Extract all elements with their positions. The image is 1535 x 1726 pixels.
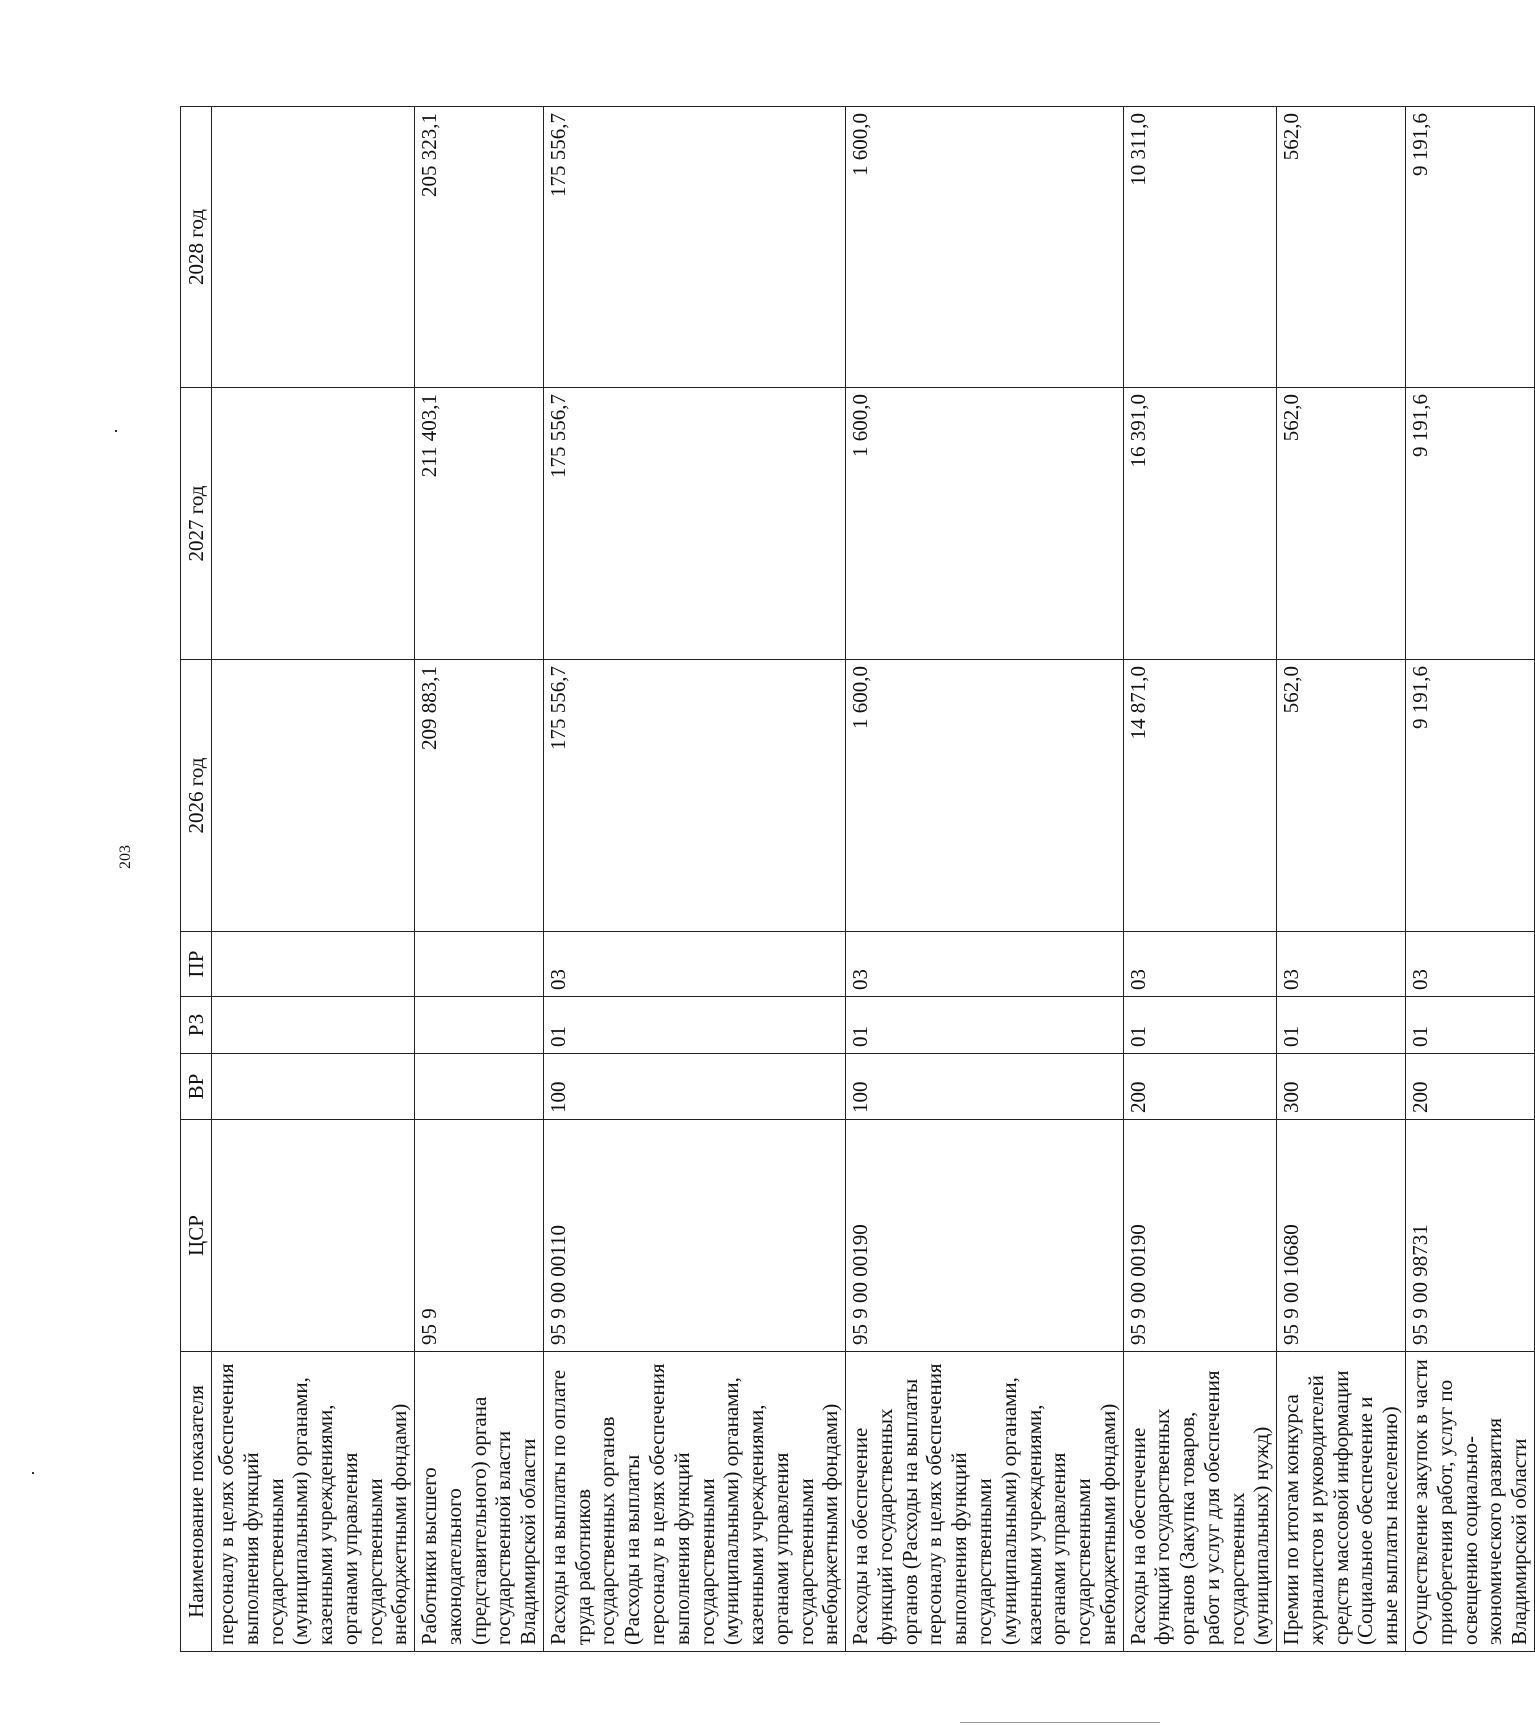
row-rz: 01: [846, 997, 1123, 1054]
header-pr: ПР: [181, 932, 212, 997]
row-2027: [212, 388, 415, 660]
row-csr: 95 9 00 00190: [846, 1120, 1123, 1352]
row-pr: 03: [846, 932, 1123, 997]
row-pr: [212, 932, 415, 997]
row-vr: 100: [846, 1054, 1123, 1120]
row-2027: 9 191,6: [1405, 388, 1534, 660]
row-pr: [415, 932, 544, 997]
row-csr: 95 9: [415, 1120, 544, 1352]
row-name: персоналу в целях обеспечения выполнения функций государственными (муниципальными) органами, казенными учреждениями, органами управления государственными внебюджетными фондами): [212, 1352, 415, 1652]
row-csr: 95 9 00 00110: [543, 1120, 845, 1352]
header-2027: 2027 год: [181, 388, 212, 660]
row-name: Расходы на обеспечение функций государственных органов (Закупка товаров, работ и услуг для обеспечения государственных (муниципальных) нужд): [1123, 1352, 1277, 1652]
row-vr: 200: [1405, 1054, 1534, 1120]
budget-table: [180, 106, 1535, 1652]
table-row: [1405, 107, 1534, 1652]
table-row: [1123, 107, 1277, 1652]
row-2026: [212, 660, 415, 932]
scan-speck: [32, 1472, 34, 1474]
budget-table-container: [180, 107, 1532, 1652]
row-pr: 03: [1405, 932, 1534, 997]
page-number: 203: [117, 845, 134, 869]
header-rz: РЗ: [181, 997, 212, 1054]
table-row: [543, 107, 845, 1652]
row-2026: 9 191,6: [1405, 660, 1534, 932]
row-vr: 100: [543, 1054, 845, 1120]
row-2026: 14 871,0: [1123, 660, 1277, 932]
row-rz: 01: [1405, 997, 1534, 1054]
row-2028: 562,0: [1277, 107, 1406, 388]
scan-edge-line: [960, 1722, 1160, 1723]
table-header-row: [181, 107, 212, 1652]
row-rz: 01: [1123, 997, 1277, 1054]
row-rz: 01: [1277, 997, 1406, 1054]
row-rz: 01: [543, 997, 845, 1054]
row-vr: 300: [1277, 1054, 1406, 1120]
row-csr: 95 9 00 00190: [1123, 1120, 1277, 1352]
row-2027: 211 403,1: [415, 388, 544, 660]
row-2026: 175 556,7: [543, 660, 845, 932]
row-2027: 175 556,7: [543, 388, 845, 660]
row-2027: 16 391,0: [1123, 388, 1277, 660]
row-name: Расходы на обеспечение функций государственных органов (Расходы на выплаты персоналу в целях обеспечения выполнения функций государственными (муниципальными) органами, казенными учреждениями, органами управления государственными внебюджетными фондами): [846, 1352, 1123, 1652]
row-pr: 03: [543, 932, 845, 997]
header-2026: 2026 год: [181, 660, 212, 932]
table-row: [415, 107, 544, 1652]
row-2026: 1 600,0: [846, 660, 1123, 932]
header-2028: 2028 год: [181, 107, 212, 388]
row-2027: 562,0: [1277, 388, 1406, 660]
row-vr: [212, 1054, 415, 1120]
header-name: Наименование показателя: [181, 1352, 212, 1652]
row-vr: 200: [1123, 1054, 1277, 1120]
row-csr: 95 9 00 98731: [1405, 1120, 1534, 1352]
row-2028: 10 311,0: [1123, 107, 1277, 388]
row-pr: 03: [1123, 932, 1277, 997]
table-row: [846, 107, 1123, 1652]
table-row: [1277, 107, 1406, 1652]
row-name: Премии по итогам конкурса журналистов и руководителей средств массовой информации (Социальное обеспечение и иные выплаты населению): [1277, 1352, 1406, 1652]
row-csr: 95 9 00 10680: [1277, 1120, 1406, 1352]
row-2028: 1 600,0: [846, 107, 1123, 388]
scan-speck: [115, 430, 117, 432]
row-name: Расходы на выплаты по оплате труда работников государственных органов (Расходы на выплаты персоналу в целях обеспечения выполнения функций государственными (муниципальными) органами, казенными учреждениями, органами управления государственными внебюджетными фондами): [543, 1352, 845, 1652]
table-row: [212, 107, 415, 1652]
row-2026: 209 883,1: [415, 660, 544, 932]
row-name: Работники высшего законодательного (представительного) органа государственной власти Владимирской области: [415, 1352, 544, 1652]
row-csr: [212, 1120, 415, 1352]
header-vr: ВР: [181, 1054, 212, 1120]
row-2028: 9 191,6: [1405, 107, 1534, 388]
row-rz: [212, 997, 415, 1054]
row-rz: [415, 997, 544, 1054]
row-vr: [415, 1054, 544, 1120]
row-pr: 03: [1277, 932, 1406, 997]
row-2027: 1 600,0: [846, 388, 1123, 660]
row-2028: 205 323,1: [415, 107, 544, 388]
header-csr: ЦСР: [181, 1120, 212, 1352]
row-2026: 562,0: [1277, 660, 1406, 932]
row-name: Осуществление закупок в части приобретения работ, услуг по освещению социально-экономического развития Владимирской области: [1405, 1352, 1534, 1652]
row-2028: [212, 107, 415, 388]
row-2028: 175 556,7: [543, 107, 845, 388]
